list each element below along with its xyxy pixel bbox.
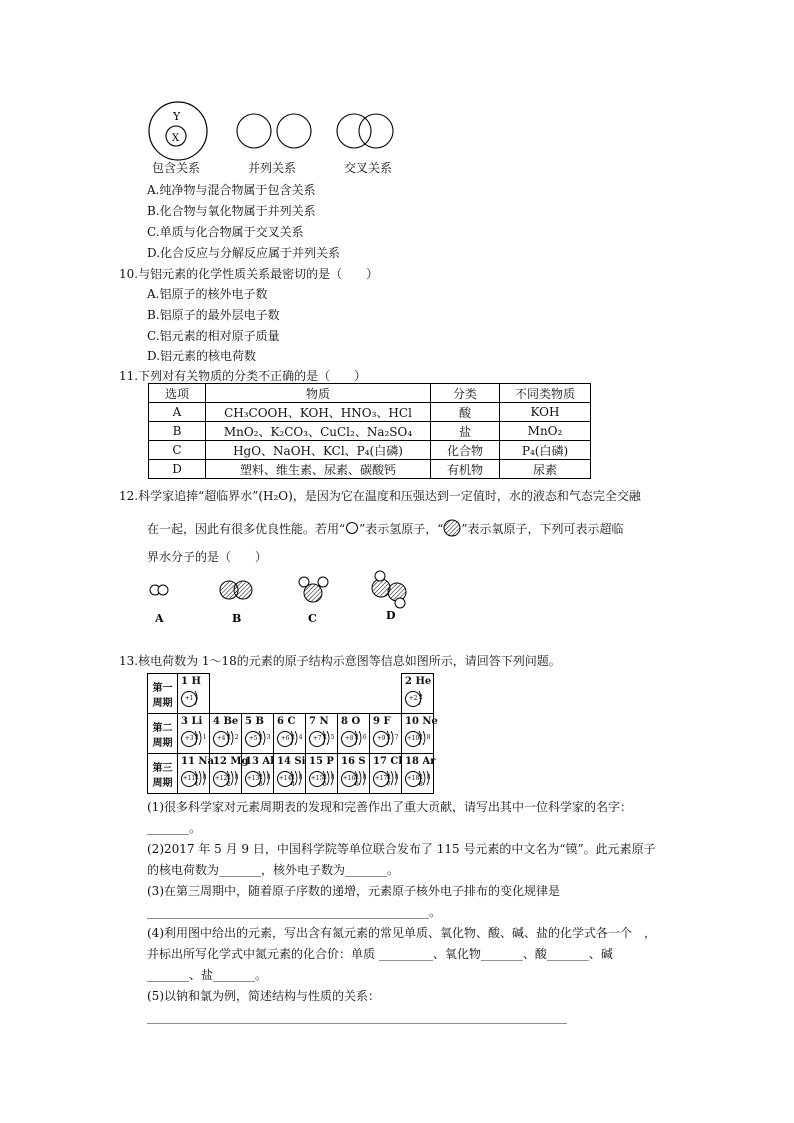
atom-nucleus: +6	[277, 731, 293, 747]
electron-counts: 1	[195, 694, 200, 701]
venn-parallel-left	[237, 114, 271, 148]
atom-nucleus: +18	[405, 771, 421, 787]
element-symbol: 13 Al	[245, 756, 274, 767]
table-row	[149, 403, 591, 422]
electron-counts: 2 7	[387, 734, 400, 741]
table-header-row	[149, 384, 591, 403]
q10-option-b: B.铝原子的最外层电子数	[147, 308, 280, 322]
electron-counts: 2 2	[227, 734, 240, 741]
venn-label-cross: 交叉关系	[344, 161, 393, 175]
electron-counts: 2 8 8	[419, 774, 432, 788]
atom-nucleus: +4	[213, 731, 229, 747]
oxygen-atom-icon	[443, 519, 461, 537]
q12-line1: 12.科学家追捧“超临界水”(H₂O)，是因为它在温度和压强达到一定值时，水的液态和气态完全交融	[119, 489, 641, 503]
electron-counts: 2 1	[195, 734, 208, 741]
atom-nucleus: +2	[405, 691, 421, 707]
atom-nucleus: +17	[373, 771, 389, 787]
q13-sub1: (1)很多科学家对元素周期表的发现和完善作出了重大贡献，请写出其中一位科学家的名字：	[147, 800, 633, 814]
q10-stem: 10.与铝元素的化学性质关系最密切的是（ ）	[119, 267, 379, 281]
element-symbol: 5 B	[245, 716, 264, 727]
q9-option-a: A.纯净物与混合物属于包含关系	[147, 183, 316, 197]
venn-cross-left	[337, 114, 371, 148]
venn-parallel-right	[277, 114, 311, 148]
table-header-cell: 选项	[149, 384, 206, 403]
table-cell: A	[149, 403, 206, 422]
element-symbol: 15 P	[309, 756, 334, 767]
period-row-3	[148, 754, 434, 794]
electron-counts: 2 4	[291, 734, 304, 741]
molecule-c	[299, 577, 328, 602]
atom-nucleus: +8	[341, 731, 357, 747]
table-cell: CH₃COOH、KOH、HNO₃、HCl	[206, 403, 431, 422]
molecule-options	[145, 568, 425, 628]
table-row	[149, 422, 591, 441]
electron-counts: 2 8 2	[227, 774, 240, 788]
q13-sub2-line2[interactable]: 的核电荷数为_______，核外电子数为_______。	[147, 863, 400, 877]
table-cell: 酸	[431, 403, 500, 422]
element-cell	[402, 754, 434, 794]
molecule-label-d: D	[386, 609, 396, 622]
electron-counts: 2 3	[259, 734, 272, 741]
q13-stem: 13.核电荷数为 1～18的元素的原子结构示意图等信息如图所示，请回答下列问题。	[119, 654, 561, 668]
electron-counts: 2 8 5	[323, 774, 336, 788]
period-label: 第二周期	[148, 714, 178, 754]
q13-sub3-line2[interactable]: _______________________________________________。	[147, 905, 442, 919]
periodic-table	[147, 673, 438, 794]
electron-counts: 2 6	[355, 734, 368, 741]
molecule-label-a: A	[155, 612, 164, 625]
electron-counts: 2 8 7	[387, 774, 400, 788]
element-symbol: 2 He	[405, 676, 432, 687]
element-symbol: 8 O	[341, 716, 361, 727]
table-cell: 尿素	[500, 460, 591, 479]
empty-cell	[210, 674, 402, 714]
q11-stem: 11.下列对有关物质的分类不正确的是（ ）	[119, 369, 367, 383]
q12-line2-c: ”表示氧原子，下列可表示超临	[461, 522, 624, 536]
q13-sub1-blank[interactable]: _______。	[147, 821, 202, 835]
q13-sub2-line1: (2)2017 年 5 月 9 日，中国科学院等单位联合发布了 115 号元素的中文名为“镆”。此元素原子	[147, 842, 656, 856]
table-cell: B	[149, 422, 206, 441]
element-cell	[178, 714, 210, 754]
q12-line3: 界水分子的是（ ）	[147, 550, 268, 564]
atom-nucleus: +1	[181, 691, 197, 707]
atom-nucleus: +16	[341, 771, 357, 787]
q9-option-b: B.化合物与氧化物属于并列关系	[147, 204, 316, 218]
period-label: 第三周期	[148, 754, 178, 794]
atom-nucleus: +13	[245, 771, 261, 787]
element-cell	[402, 714, 438, 754]
venn-cross-right	[359, 114, 393, 148]
venn-diagrams	[140, 100, 410, 162]
table-header-cell: 物质	[206, 384, 431, 403]
element-cell	[178, 674, 210, 714]
element-cell	[370, 714, 402, 754]
table-row	[149, 441, 591, 460]
q13-sub4-line2[interactable]: 并标出所写化学式中氮元素的化合价：单质 _________、氧化物_______、酸_______、碱	[147, 947, 613, 961]
table-cell: MnO₂、K₂CO₃、CuCl₂、Na₂SO₄	[206, 422, 431, 441]
element-cell	[338, 754, 370, 794]
table-cell: P₄(白磷)	[500, 441, 591, 460]
venn-label-parallel: 并列关系	[248, 161, 297, 175]
q9-option-c: C.单质与化合物属于交叉关系	[147, 225, 304, 239]
venn-x-label: X	[172, 133, 180, 144]
molecule-a	[150, 585, 168, 595]
q12-line2-b: ”表示氢原子，“	[359, 522, 444, 536]
table-cell: 化合物	[431, 441, 500, 460]
atom-nucleus: +14	[277, 771, 293, 787]
q13-sub5-line1: (5)以钠和氯为例，简述结构与性质的关系：	[147, 989, 380, 1003]
atom-nucleus: +3	[181, 731, 197, 747]
hydrogen-atom-icon	[345, 521, 359, 535]
q13-sub3-line1: (3)在第三周期中，随着原子序数的递增，元素原子核外电子排布的变化规律是	[147, 884, 561, 898]
atom-nucleus: +11	[181, 771, 197, 787]
q12-line2-a: 在一起，因此有很多优良性能。若用“	[147, 522, 346, 536]
atom-nucleus: +12	[213, 771, 229, 787]
element-symbol: 1 H	[181, 676, 201, 687]
element-symbol: 4 Be	[213, 716, 239, 727]
electron-counts: 2 8 3	[259, 774, 272, 788]
q10-option-c: C.铝元素的相对原子质量	[147, 329, 280, 343]
element-symbol: 3 Li	[181, 716, 203, 727]
electron-counts: 2 5	[323, 734, 336, 741]
element-cell	[210, 754, 249, 794]
venn-y-label: Y	[173, 110, 181, 123]
molecule-label-b: B	[232, 612, 242, 625]
atom-nucleus: +9	[373, 731, 389, 747]
element-cell	[402, 674, 434, 714]
table-cell: D	[149, 460, 206, 479]
element-cell	[306, 714, 338, 754]
molecule-label-c: C	[308, 612, 317, 625]
element-symbol: 18 Ar	[405, 756, 436, 767]
electron-counts: 2	[419, 694, 424, 701]
element-symbol: 9 F	[373, 716, 391, 727]
q13-sub4-line1: (4)利用图中给出的元素，写出含有氮元素的常见单质、氧化物、酸、碱、盐的化学式各一个 ，	[147, 926, 657, 940]
table-cell: 盐	[431, 422, 500, 441]
element-cell	[306, 754, 338, 794]
table-cell: C	[149, 441, 206, 460]
element-symbol: 11 Na	[181, 756, 215, 767]
atom-nucleus: +10	[405, 731, 421, 747]
electron-counts: 2 8	[419, 734, 432, 741]
q13-sub5-line2[interactable]: ______________________________________________________________________	[147, 1010, 567, 1024]
table-cell: KOH	[500, 403, 591, 422]
table-cell: 塑料、维生素、尿素、碳酸钙	[206, 460, 431, 479]
period-row-1	[148, 674, 434, 714]
element-symbol: 17 Cl	[373, 756, 403, 767]
electron-counts: 2 8 6	[355, 774, 368, 788]
element-cell	[274, 754, 306, 794]
element-cell	[178, 754, 215, 794]
q12-line2	[147, 519, 624, 537]
table-cell: MnO₂	[500, 422, 591, 441]
venn-label-contain: 包含关系	[152, 161, 201, 175]
element-symbol: 10 Ne	[405, 716, 438, 727]
table-header-cell: 不同类物质	[500, 384, 591, 403]
element-cell	[242, 754, 274, 794]
period-row-2	[148, 714, 434, 754]
element-symbol: 14 Si	[277, 756, 306, 767]
element-cell	[338, 714, 370, 754]
atom-nucleus: +5	[245, 731, 261, 747]
atom-nucleus: +15	[309, 771, 325, 787]
atom-nucleus: +7	[309, 731, 325, 747]
classification-table	[148, 383, 591, 479]
q10-option-a: A.铝原子的核外电子数	[147, 287, 268, 301]
element-symbol: 12 Mg	[213, 756, 249, 767]
element-cell	[210, 714, 242, 754]
electron-counts: 2 8 1	[195, 774, 208, 788]
molecule-b	[220, 581, 252, 599]
q10-option-d: D.铝元素的核电荷数	[147, 349, 257, 363]
table-header-cell: 分类	[431, 384, 500, 403]
q13-sub4-line3[interactable]: _______、盐_______。	[147, 968, 268, 982]
element-cell	[274, 714, 306, 754]
q9-option-d: D.化合反应与分解反应属于并列关系	[147, 246, 341, 260]
element-symbol: 16 S	[341, 756, 366, 767]
element-cell	[242, 714, 274, 754]
table-cell: 有机物	[431, 460, 500, 479]
element-symbol: 7 N	[309, 716, 329, 727]
element-symbol: 6 C	[277, 716, 296, 727]
period-label: 第一周期	[148, 674, 178, 714]
table-row	[149, 460, 591, 479]
electron-counts: 2 8 4	[291, 774, 304, 788]
table-cell: HgO、NaOH、KCl、P₄(白磷)	[206, 441, 431, 460]
molecule-d	[372, 571, 406, 608]
element-cell	[370, 754, 402, 794]
